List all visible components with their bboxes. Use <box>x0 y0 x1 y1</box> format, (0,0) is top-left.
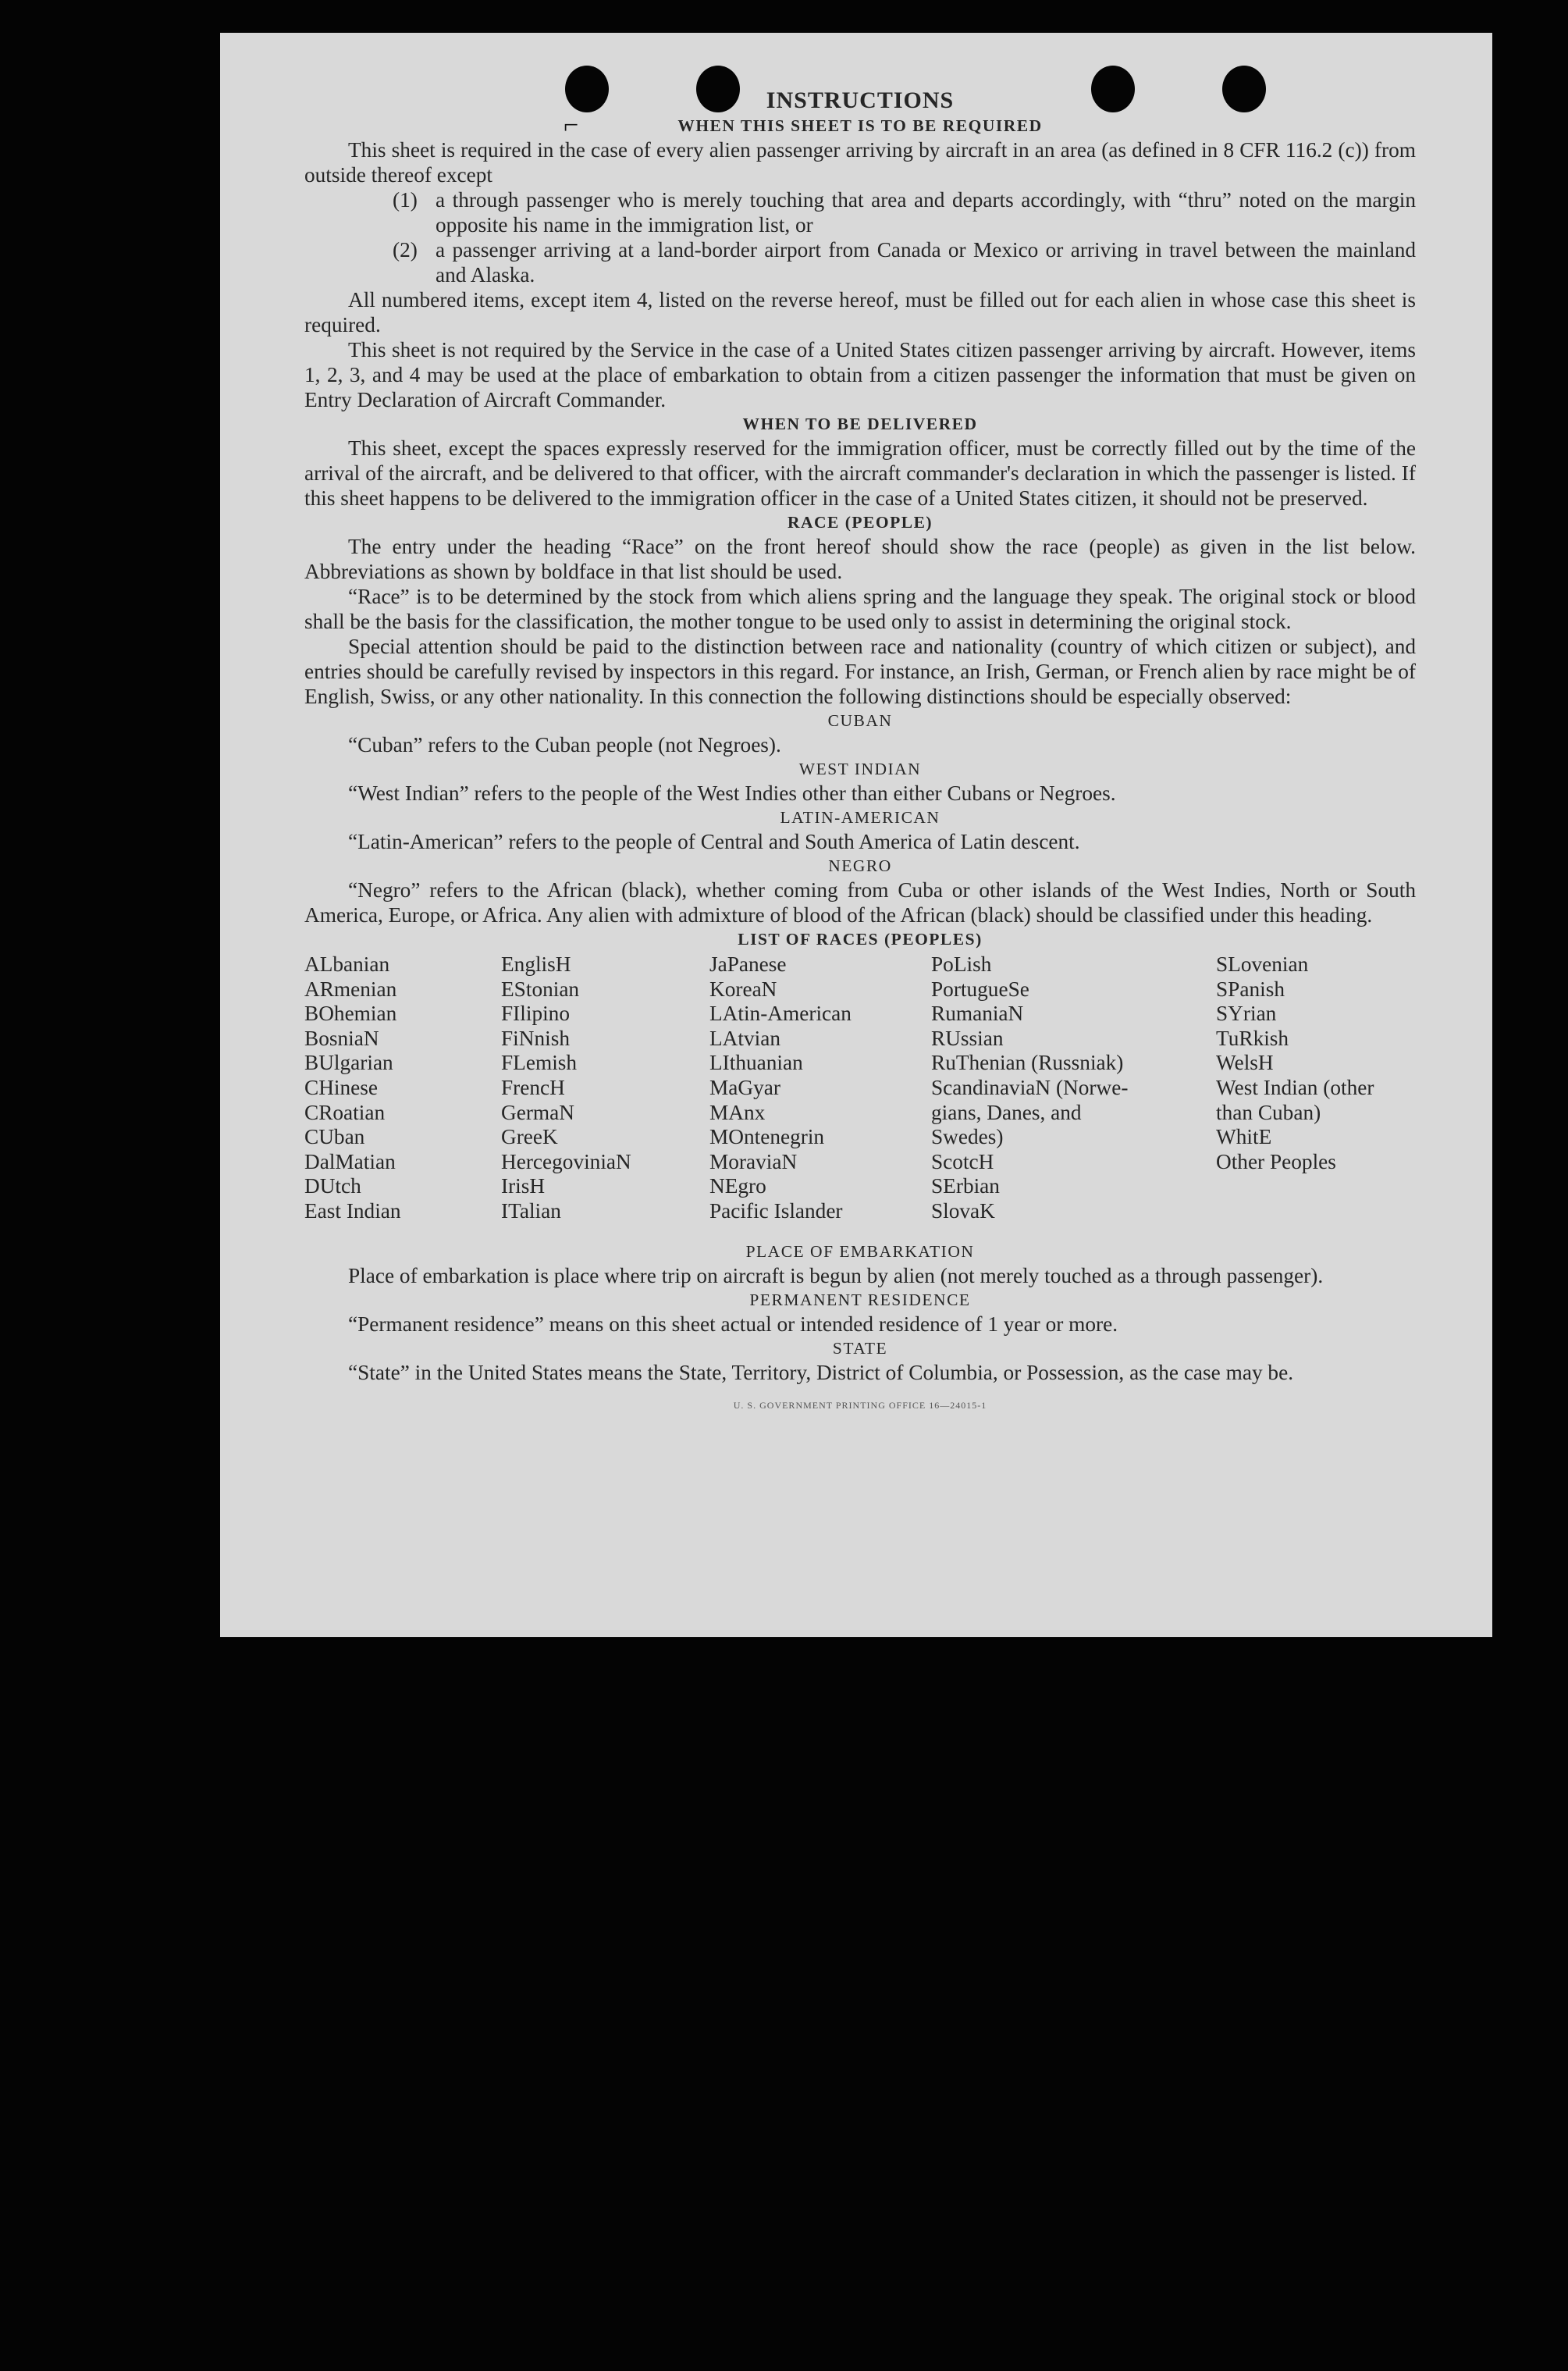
section-heading: CUBAN <box>827 711 893 730</box>
race-entry: CUban <box>304 1125 365 1149</box>
race-entry: KoreaN <box>709 977 777 1001</box>
paragraph: All numbered items, except item 4, listed on the reverse hereof, must be filled out for each alien in whose case this sheet is required. <box>304 288 1416 336</box>
race-entry: IrisH <box>501 1174 546 1198</box>
race-entry: ARmenian <box>304 977 397 1001</box>
race-entry: LAtvian <box>709 1026 780 1050</box>
section-heading: PLACE OF EMBARKATION <box>745 1242 975 1261</box>
section-heading: LATIN-AMERICAN <box>780 808 940 827</box>
race-entry: FIlipino <box>501 1002 570 1026</box>
race-entry: CRoatian <box>304 1100 386 1124</box>
list-item <box>304 237 1416 287</box>
section-heading: STATE <box>832 1339 888 1358</box>
race-entry: Swedes) <box>931 1125 1004 1149</box>
race-entry: BosniaN <box>304 1026 379 1050</box>
race-entry: GermaN <box>501 1100 574 1124</box>
race-entry: DalMatian <box>304 1149 396 1173</box>
document-page <box>220 33 1492 1637</box>
race-entry: GreeK <box>501 1125 558 1149</box>
race-entry: EStonian <box>501 977 580 1001</box>
paragraph: “Permanent residence” means on this sheet actual or intended residence of 1 year or more. <box>348 1312 1118 1336</box>
race-entry: gians, Danes, and <box>931 1100 1082 1124</box>
paragraph: “Latin-American” refers to the people of Central and South America of Latin descent. <box>348 830 1080 853</box>
race-entry: NEgro <box>709 1174 766 1198</box>
race-entry: East Indian <box>304 1198 401 1223</box>
item-text: a through passenger who is merely touching that area and departs accordingly, with “thru” noted on the margin opposite his name in the immigration list, or <box>436 188 1416 237</box>
item-number: (2) <box>393 238 418 262</box>
race-entry: PoLish <box>931 952 992 976</box>
race-entry: MoraviaN <box>709 1149 798 1173</box>
section-heading: WEST INDIAN <box>798 760 922 778</box>
race-entry: BUlgarian <box>304 1051 393 1075</box>
section-heading: NEGRO <box>828 856 892 875</box>
paragraph: “Negro” refers to the African (black), whether coming from Cuba or other islands of the West Indies, North or South America, Europe, or Africa. Any alien with admixture of blood of the African (black) should be classified under this heading. <box>304 878 1416 927</box>
printer-imprint: U. S. GOVERNMENT PRINTING OFFICE 16—24015-1 <box>733 1400 987 1411</box>
paragraph: “Cuban” refers to the Cuban people (not Negroes). <box>348 733 781 757</box>
ink-mark: ⌐ <box>564 111 579 140</box>
instructions-body <box>304 87 1416 1418</box>
race-entry: Other Peoples <box>1216 1149 1336 1173</box>
races-column <box>931 952 1128 1224</box>
paragraph: This sheet is not required by the Service in the case of a United States citizen passenger arriving by aircraft. However, items 1, 2, 3, and 4 may be used at the place of embarkation to obtain from a citizen passenger the information that must be given on Entry Declaration of Aircraft Commander. <box>304 338 1416 411</box>
race-entry: FLemish <box>501 1051 578 1075</box>
page-title: INSTRUCTIONS <box>766 87 955 113</box>
paragraph: “Race” is to be determined by the stock from which aliens spring and the language they speak. The original stock or blood shall be the basis for the classification, the mother tongue to be used only to assist in determining the original stock. <box>304 585 1416 633</box>
race-entry: HercegoviniaN <box>501 1149 631 1173</box>
section-heading: LIST OF RACES (PEOPLES) <box>738 930 983 949</box>
section-heading: WHEN TO BE DELIVERED <box>742 415 978 433</box>
section-heading: WHEN THIS SHEET IS TO BE REQUIRED <box>677 116 1043 135</box>
race-entry: SlovaK <box>931 1198 995 1223</box>
race-entry: LIthuanian <box>709 1051 803 1075</box>
race-entry: SYrian <box>1216 1002 1277 1026</box>
race-entry: EnglisH <box>501 952 571 976</box>
list-item <box>304 187 1416 237</box>
paragraph: The entry under the heading “Race” on the front hereof should show the race (people) as given in the list below. Abbreviations as shown by boldface in that list should be used. <box>304 535 1416 583</box>
race-entry: RUssian <box>931 1026 1004 1050</box>
race-entry: DUtch <box>304 1174 361 1198</box>
race-entry: MaGyar <box>709 1075 780 1099</box>
race-entry: ALbanian <box>304 952 390 976</box>
race-entry: SLovenian <box>1216 952 1309 976</box>
race-entry: SPanish <box>1216 977 1285 1001</box>
race-entry: MAnx <box>709 1100 766 1124</box>
race-entry: RumaniaN <box>931 1002 1024 1026</box>
race-entry: WelsH <box>1216 1051 1274 1075</box>
item-text: a passenger arriving at a land-border airport from Canada or Mexico or arriving in travel between the mainland and Alaska. <box>436 238 1416 287</box>
race-entry: LAtin-American <box>709 1002 852 1026</box>
race-entry: ScotcH <box>931 1149 994 1173</box>
race-entry: PortugueSe <box>931 977 1029 1001</box>
race-entry: ITalian <box>501 1198 561 1223</box>
race-entry: FiNnish <box>501 1026 570 1050</box>
paragraph: This sheet, except the spaces expressly reserved for the immigration officer, must be correctly filled out by the time of the arrival of the aircraft, and be delivered to that officer, with the aircraft commander's declaration in which the passenger is listed. If this sheet happens to be delivered to the immigration officer in the case of a United States citizen, it should not be preserved. <box>304 436 1416 510</box>
paragraph: “State” in the United States means the State, Territory, District of Columbia, or Possession, as the case may be. <box>348 1361 1294 1384</box>
race-entry: SErbian <box>931 1174 1000 1198</box>
race-entry: TuRkish <box>1216 1026 1289 1050</box>
race-entry: MOntenegrin <box>709 1125 825 1149</box>
paragraph: This sheet is required in the case of every alien passenger arriving by aircraft in an area (as defined in 8 CFR 116.2 (c)) from outside thereof except <box>304 138 1416 187</box>
races-column <box>709 952 852 1224</box>
race-entry: Pacific Islander <box>709 1198 843 1223</box>
race-entry: RuThenian (Russniak) <box>931 1051 1124 1075</box>
section-heading: RACE (PEOPLE) <box>787 513 933 532</box>
section-heading: PERMANENT RESIDENCE <box>749 1291 971 1309</box>
races-column <box>304 952 401 1224</box>
paragraph: Special attention should be paid to the distinction between race and nationality (country of which citizen or subject), and entries should be carefully revised by inspectors in this regard. For instance, an Irish, German, or French alien by race might be of English, Swiss, or any other nationality. In this connection the following distinctions should be especially observed: <box>304 635 1416 708</box>
races-column <box>1216 952 1374 1174</box>
race-entry: BOhemian <box>304 1002 397 1026</box>
race-entry: CHinese <box>304 1075 379 1099</box>
paragraph: Place of embarkation is place where trip on aircraft is begun by alien (not merely touched as a through passenger). <box>348 1264 1324 1287</box>
race-entry: FrencH <box>501 1075 565 1099</box>
races-column <box>501 952 631 1224</box>
race-entry: ScandinaviaN (Norwe- <box>931 1075 1129 1099</box>
races-list <box>304 952 1416 1240</box>
race-entry: West Indian (other <box>1216 1075 1374 1099</box>
paragraph: “West Indian” refers to the people of the West Indies other than either Cubans or Negroes. <box>348 781 1116 805</box>
race-entry: WhitE <box>1216 1125 1272 1149</box>
item-number: (1) <box>393 188 418 212</box>
race-entry: than Cuban) <box>1216 1100 1321 1124</box>
race-entry: JaPanese <box>709 952 787 976</box>
